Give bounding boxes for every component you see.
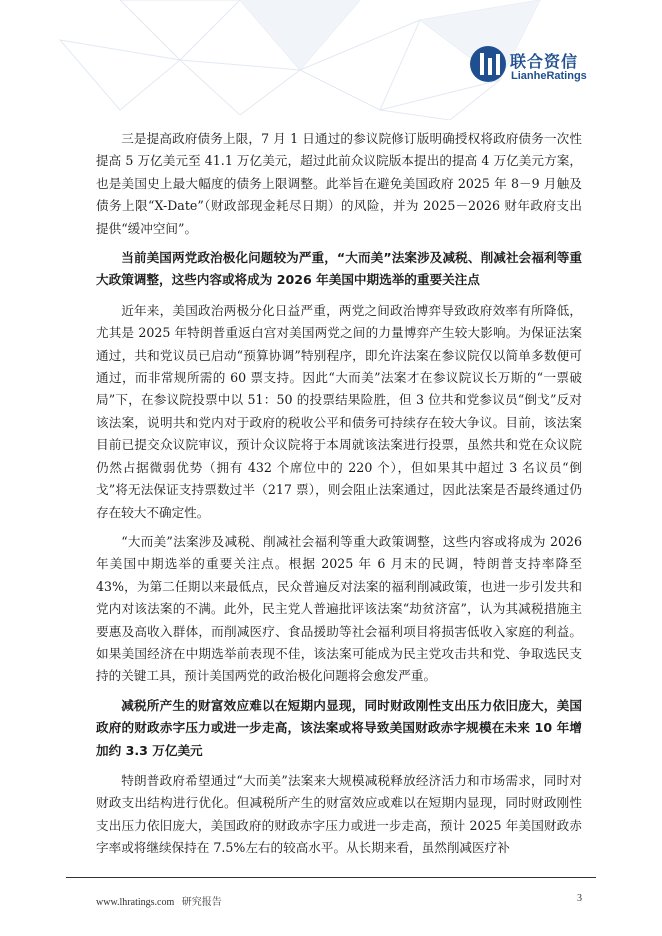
lianhe-ratings-logo [470, 46, 600, 90]
paragraph-midterm: “大而美”法案涉及减税、削减社会福利等重大政策调整，这些内容或将成为 2026 年美国中期选举的重要关注点。根据 2025 年 6 月末的民调，特朗普支持率降至 43%，为第二任期以来最低点，民众普遍反对法案的福利削减政策，也进一步引发共和党内对该法案的不满。此外，民主党人普遍批评该法案“劫贫济富”，认为其减税措施主要惠及高收入群体，而削减医疗、食品援助等社会福利项目将损害低收入家庭的利益。如果美国经济在中期选举前表现不佳，该法案可能成为民主党攻击共和党、争取选民支持的关键工具，预计美国两党的政治极化问题将会愈发严重。 [96, 533, 582, 684]
page-number: 3 [577, 893, 582, 904]
logo-english-name: LianheRatings [511, 70, 587, 82]
report-body [96, 128, 582, 867]
paragraph-polarization: 近年来，美国政治两极分化日益严重，两党之间政治博弈导致政府效率有所降低，尤其是 2025 年特朗普重返白宫对美国两党之间的力量博弈产生较大影响。为保证法案通过，共和党议员已启动“预算协调”特别程序，即允许法案在参议院仅以简单多数便可通过，而非常规所需的 60 票支持。因此“大而美”法案才在参议院议长万斯的“一票破局”下，在参议院投票中以 51：50 的投票结果险胜，但 3 位共和党参议员“倒戈”反对该法案，说明共和党内对于政府的税收公平和债务可持续存在较大争议。目前，该法案目前已提交众议院审议，预计众议院将于本周就该法案进行投票，虽然共和党在众议院仍然占据微弱优势（拥有 432 个席位中的 220 个），但如果其中超过 3 名议员“倒戈”将无法保证支持票数过半（217 票），则会阻止法案通过，因此法案是否最终通过仍存在较大不确定性。 [96, 302, 582, 520]
paragraph-deficit: 特朗普政府希望通过“大而美”法案来大规模减税释放经济活力和市场需求，同时对财政支出结构进行优化。但减税所产生的财富效应或难以在短期内显现，同时财政刚性支出压力依旧庞大，美国政府的财政赤字压力或进一步走高，预计 2025 年美国财政赤字率或将继续保持在 7.5%左右的较高水平。从长期来看，虽然削减医疗补 [96, 772, 582, 856]
footer-source [96, 893, 222, 908]
footer-website-link[interactable]: www.lhratings.com [96, 897, 175, 908]
logo-chinese-name: 联合资信 [510, 52, 579, 71]
section-heading-polarization: 当前美国两党政治极化问题较为严重，“大而美”法案涉及减税、削减社会福利等重大政策调整，这些内容或将成为 2026 年美国中期选举的重要关注点 [96, 250, 582, 288]
paragraph-debt-ceiling: 三是提高政府债务上限，7 月 1 日通过的参议院修订版明确授权将政府债务一次性提高 5 万亿美元至 41.1 万亿美元，超过此前众议院版本提出的提高 4 万亿美元方案，也是美国史上最大幅度的债务上限调整。此举旨在避免美国政府 2025 年 8－9 月触及债务上限“X-Date”（财政部现金耗尽日期）的风险，并为 2025－2026 财年政府支出提供“缓冲空间”。 [96, 131, 582, 236]
section-heading-deficit: 减税所产生的财富效应难以在短期内显现，同时财政刚性支出压力依旧庞大，美国政府的财政赤字压力或进一步走高，该法案或将导致美国财政赤字规模在未来 10 年增加约 3.3 万亿美元 [96, 697, 582, 758]
footer-doc-type: 研究报告 [181, 897, 222, 908]
footer-divider [66, 877, 596, 878]
lianhe-logo-icon [470, 46, 506, 82]
